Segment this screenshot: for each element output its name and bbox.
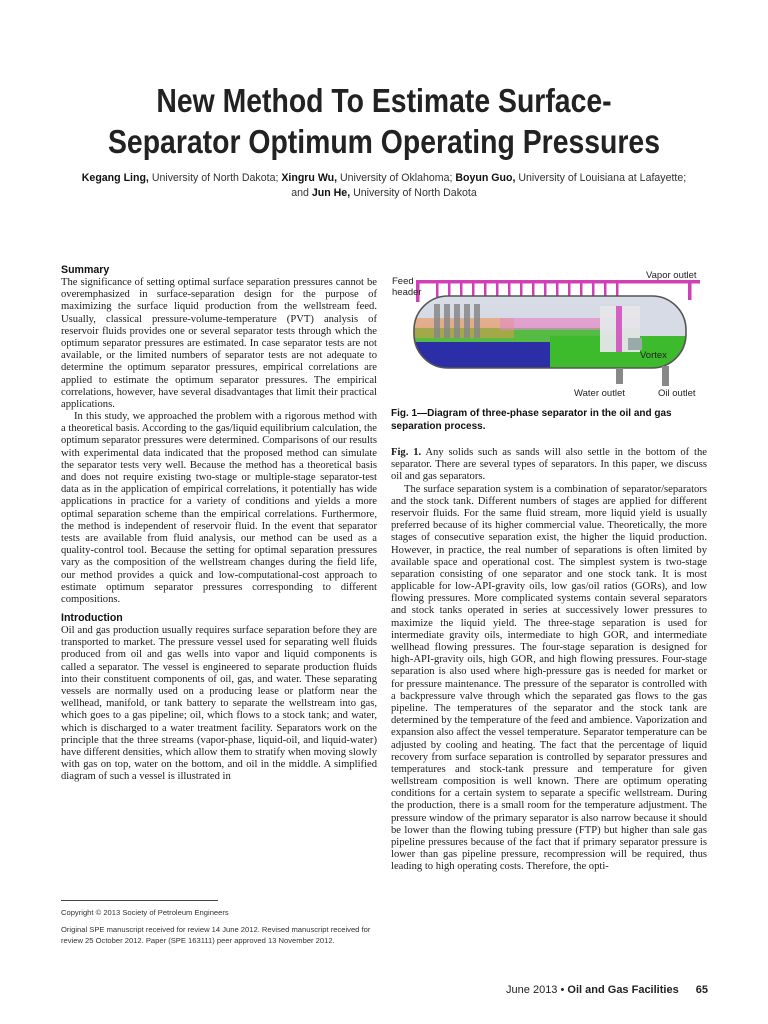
left-column (61, 264, 377, 784)
summary-paragraph-1: The significance of setting optimal surface separation pressures cannot be overemphasized in surface-separation design for the purpose of maximizing the surface liquid production from the wellstream feed. Usually, classical pressure-volume-temperature (PVT) analysis of reservoir fluids provides one or several separator tests through which the optimum separator pressures are estimated. In case separator tests are not available, or the limited numbers of separator tests are not adequate to determine the optimum separator pressures, empirical correlations are applied to estimate the optimum separator pressures. The empirical correlations, however, have several disadvantages that limit their practical applications. (61, 277, 377, 410)
paper-title (54, 80, 714, 162)
label-feed: Feed (392, 276, 414, 287)
summary-paragraph-2: In this study, we approached the problem with a rigorous method with a theoretical basis. According to the gas/liquid equilibrium calculation, the optimum separator pressures were determined. Comparisons of our results with experimental data indicated that the proposed method can simulate the separator tests very well. Because the method has a theoretical basis and does not require existing two-stage or multiple-stage separator-test data as in the application of empirical correlations, it potentially has wide applications in practice for a variety of conditions and yields a more optimal separation scheme than the empirical correlations. Furthermore, the method is independent of reservoir fluid. In the event that separator tests are available from fluid analysis, our method can be used as a quality-control tool. Because the setting for optimal separation pressures vary as the composition of the wellstream changes during the field life, our method provides a quick and low-computational-cost approach to estimate optimum separator pressures corresponding to different compositions. (61, 411, 377, 605)
author-list (60, 171, 708, 201)
footnote-rule (61, 900, 218, 901)
vapor-outlet-pipe (688, 280, 692, 300)
feed-distributor (436, 283, 619, 297)
author-name: Boyun Guo, (455, 172, 516, 184)
title-line-2: Separator Optimum Operating Pressures (107, 123, 660, 160)
author-affiliation: University of Louisiana at Lafayette; (515, 172, 687, 184)
author-name: Kegang Ling, (81, 172, 149, 184)
author-affiliation: University of Oklahoma; (337, 172, 456, 184)
label-header: header (392, 287, 422, 298)
figure-caption: Fig. 1—Diagram of three-phase separator in the oil and gas separation process. (391, 408, 672, 432)
footer-bullet: • (560, 984, 565, 996)
introduction-heading: Introduction (61, 612, 123, 625)
page-number: 65 (695, 984, 708, 996)
author-name: Jun He, (311, 187, 351, 199)
figure-reference: Fig. 1. (391, 447, 422, 458)
label-oil-outlet: Oil outlet (658, 388, 696, 399)
oil-outlet-pipe (662, 366, 669, 386)
title-line-1: New Method To Estimate Surface- (156, 82, 612, 119)
separator-diagram (390, 266, 708, 401)
introduction-paragraph-1: Oil and gas production usually requires surface separation before they are transported to market. The pressure vessel used for separating well fluids produced from oil and gas wells into vapor and liquid components is called a separator. The vessel is engineered to separate production fluids into their constituent components of oil, gas, and water. These separating vessels are normally used on a producing lease or platform near the wellhead, manifold, or tank battery to separate the wellstream into gas, which goes to a gas pipeline; oil, which flows to a stock tank; and water, which is discharged to a water treatment facility. Separators work on the principle that the three streams (vapor-phase, liquid-oil, and liquid-water) have different densities, which allow them to stratify when moving slowly with gas on top, water on the bottom, and oil in the middle. A simplified diagram of such a vessel is illustrated in (61, 625, 377, 783)
vortex-breaker (628, 338, 642, 350)
label-vapor-outlet: Vapor outlet (646, 270, 697, 281)
water-outlet-pipe (616, 368, 623, 384)
issue-date: June 2013 (506, 984, 558, 996)
right-paragraph-1-text: Any solids such as sands will also settle in the bottom of the separator. There are several types of separators. In this paper, we discuss oil and gas separators. (391, 447, 707, 483)
copyright-note: Copyright © 2013 Society of Petroleum Engineers (61, 908, 229, 917)
author-affiliation: University of North Dakota; (148, 172, 282, 184)
page-footer (506, 984, 708, 996)
author-conjunction: and (291, 187, 312, 199)
right-column (391, 447, 707, 874)
label-vortex: Vortex (640, 350, 667, 361)
author-name: Xingru Wu, (281, 172, 338, 184)
summary-heading: Summary (61, 264, 110, 276)
label-water-outlet: Water outlet (574, 388, 625, 399)
right-paragraph-1 (391, 447, 707, 484)
author-affiliation: University of North Dakota (350, 187, 477, 199)
right-paragraph-2: The surface separation system is a combination of separator/separators and the stock tank. Different numbers of stages are applied for different reservoir fluids. For the same fluid stream, more liquid yield is usually preferred because of its higher commercial value. Theoretically, the more stages of consecutive separation exist, the higher the liquid production. However, in practice, the real number of separations is often limited by available space and operational cost. The simplest system is two-stage separation consisting of one separator and one stock tank. It is most applicable for low-API-gravity oils, low gas/oil ratios (GORs), and low flowing pressures. More complicated systems contain several separators and stock tanks operated in series at successively lower pressures to maximize the liquid yield. The three-stage separation is used for intermediate gravity oils, intermediate to high GOR, and intermediate wellhead flowing pressures. The four-stage separation is designed for high-API-gravity oils, high GOR, and high flowing pressures. Four-stage separation is also used where high-pressure gas is needed for market or for pressure maintenance. The pressure of the separator is controlled with a backpressure valve through which the separated gas flows to the gas pipeline. The temperatures of the separator and the stock tank are determined by the temperature of the feed and ambience. Vaporization and expansion also affect the vessel temperature. Separator temperature can be adjusted by cooling and heating. The fact that the percentage of liquid recovery from surface separation is controlled by separator pressures and temperatures and stock-tank pressure and temperature for given wellstream composition is well known. There are optimum operating conditions for a certain system to separate a specific wellstream. During the production, there is a small room for the temperature adjustment. The pressure window of the primary separator is also narrow because it should be lower than the flowing tubing pressure (FTP) but higher than sale gas pipeline pressures because of the fact that if primary separator pressure is lower than gas pipeline pressure, recompression will be required, thus leading to high operating costs. Therefore, the opti- (391, 483, 708, 873)
manuscript-note: Original SPE manuscript received for review 14 June 2012. Revised manuscript received for review 25 October 2012. Paper (SPE 163111) peer approved 13 November 2012. (61, 925, 371, 945)
journal-name: Oil and Gas Facilities (567, 984, 679, 996)
